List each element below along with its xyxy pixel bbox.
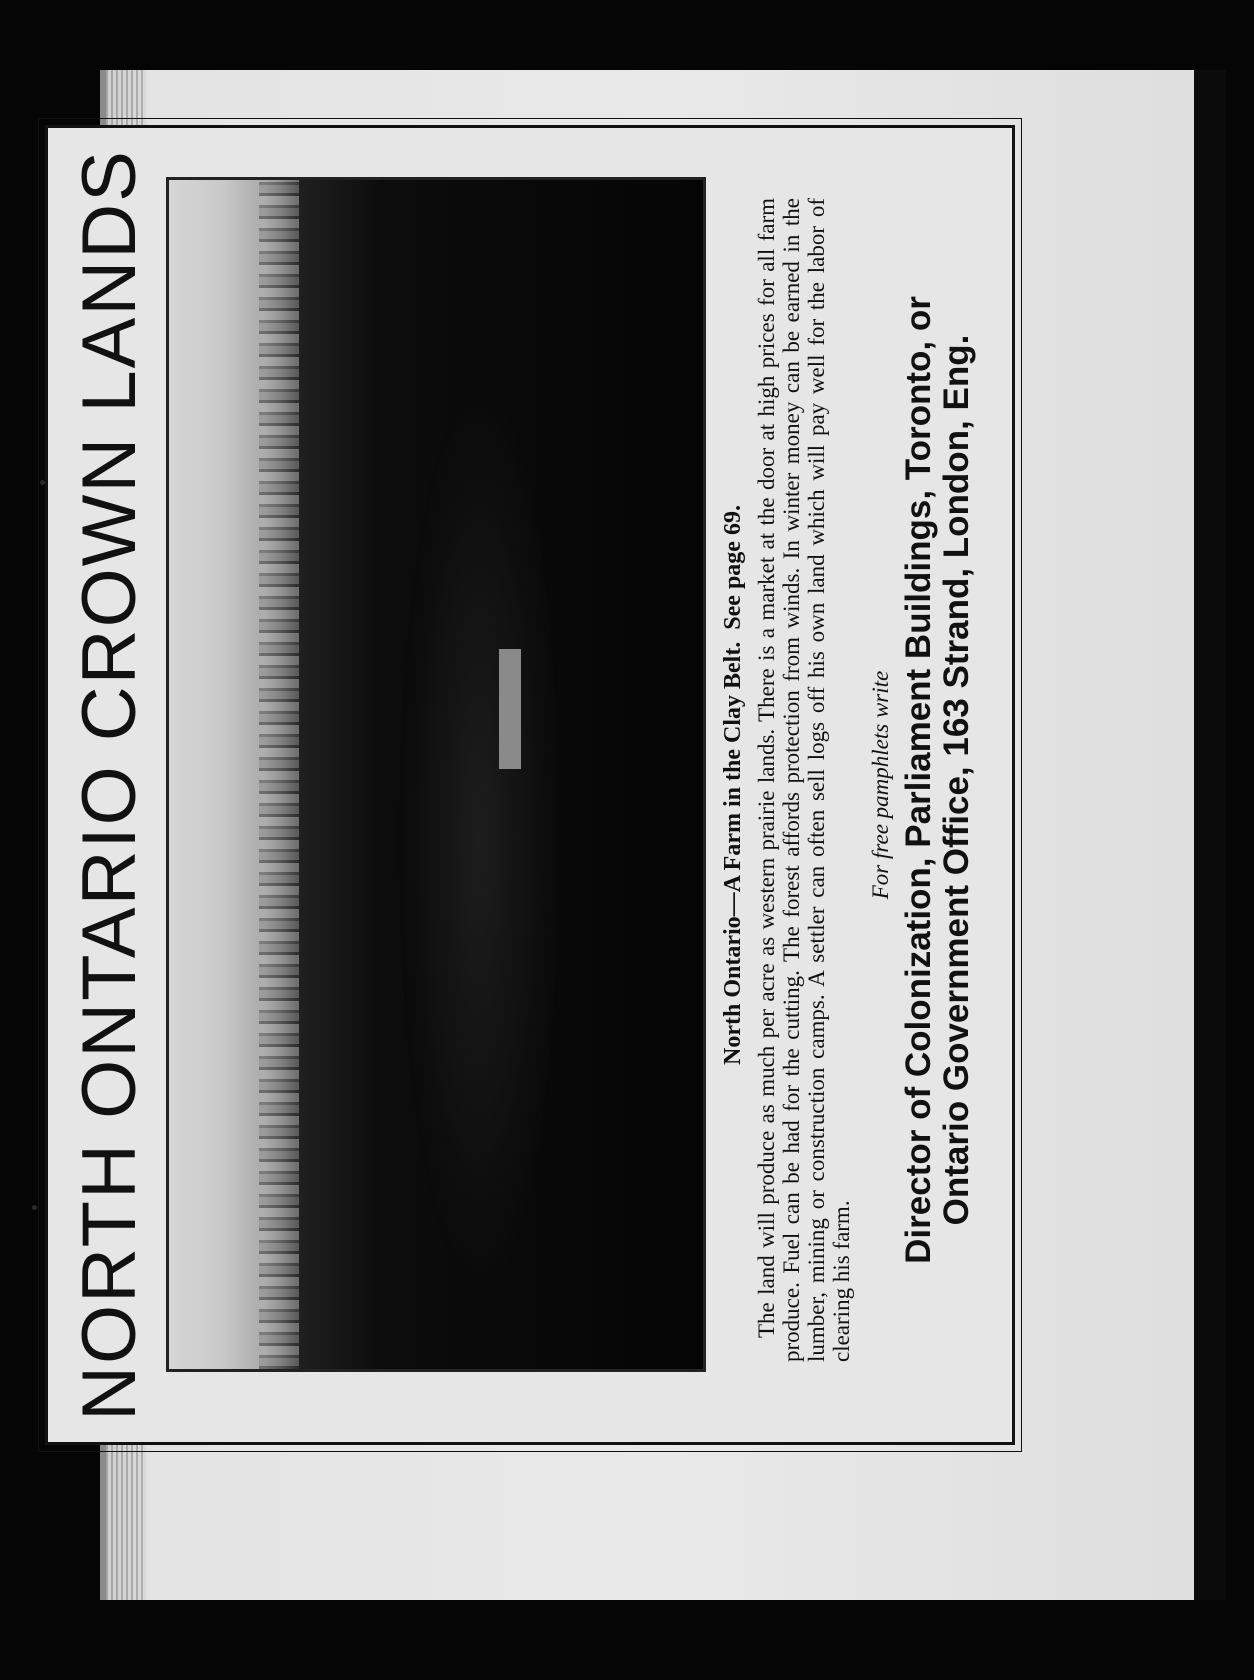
ad-body-text: The land will produce as much per acre as western prairie lands. There is a market at the door at high prices for all farm produce. Fuel can be had for the cutting. The forest affords protection from winds. In winter money can be earned in the lumber, mining or construction camps. A settler can often sell logs off his own land which will pay well for the labor of clearing his farm.	[754, 198, 854, 1362]
advertisement-panel	[45, 125, 1015, 1445]
farm-photo	[166, 177, 706, 1372]
photo-treeline	[259, 180, 299, 1369]
address-line-1: Director of Colonization, Parliament Buildings, Toronto, or	[899, 296, 938, 1264]
pamphlet-line: For free pamphlets write	[868, 670, 893, 900]
ad-title: NORTH ONTARIO CROWN LANDS	[67, 149, 152, 1421]
address-line-2: Ontario Government Office, 163 Strand, London, Eng.	[937, 334, 976, 1226]
photo-caption	[720, 188, 747, 1382]
contact-address	[900, 198, 976, 1362]
photo-field	[399, 389, 559, 1289]
page-edge-shadow	[1194, 70, 1226, 1600]
caption-page-ref: See page 69.	[720, 505, 746, 630]
caption-text: North Ontario—A Farm in the Clay Belt.	[720, 641, 746, 1065]
photo-sign	[499, 649, 521, 769]
